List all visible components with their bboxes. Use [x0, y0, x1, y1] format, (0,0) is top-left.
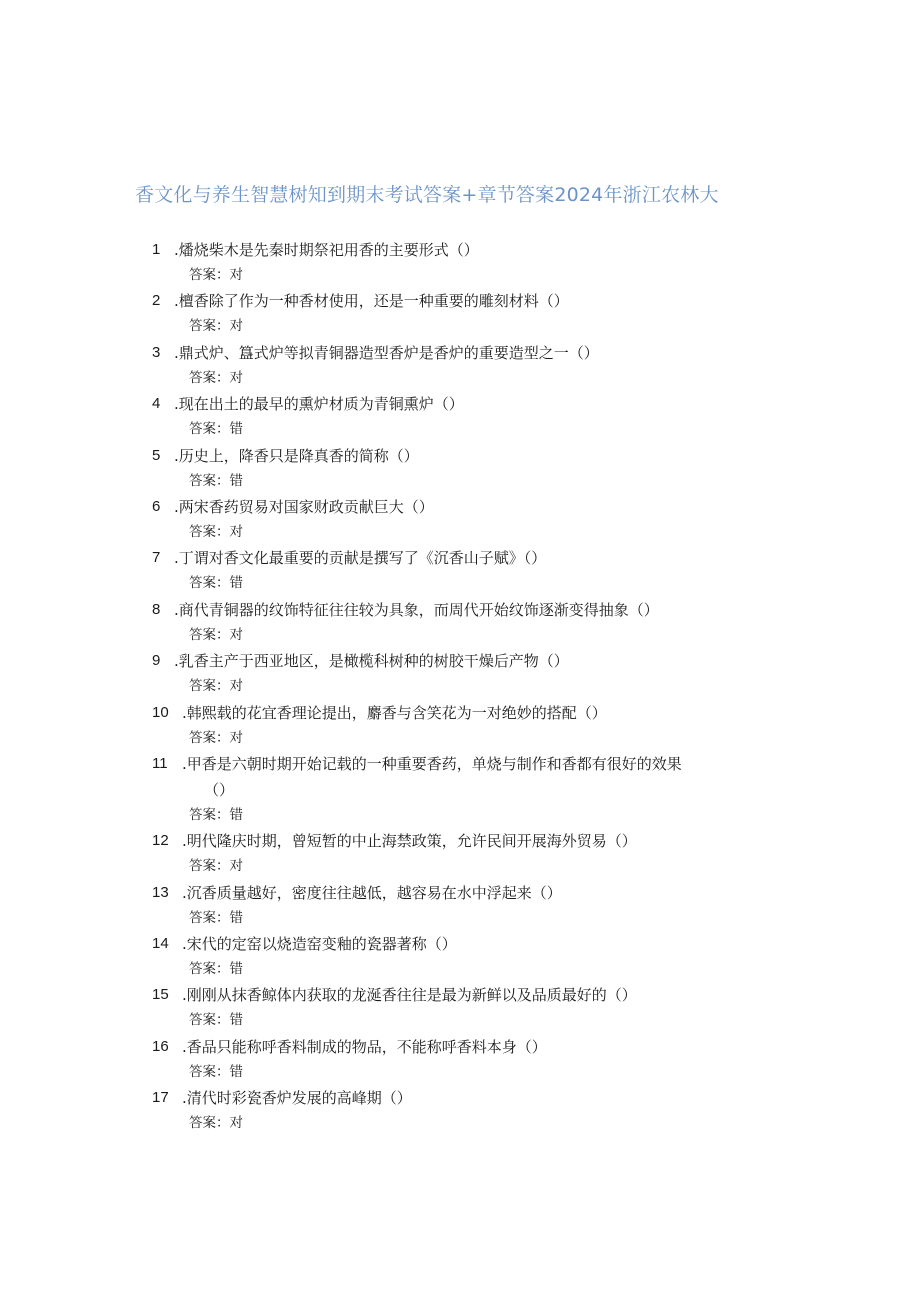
- question-line: [0, 880, 920, 906]
- question-line: [0, 494, 920, 520]
- question-text-continued: （）: [204, 780, 235, 799]
- question-number: 10: [152, 703, 169, 721]
- question-text: .乳香主产于西亚地区，是橄榄科树种的树胶干燥后产物（）: [174, 652, 569, 671]
- answer-text: 答案：对: [189, 267, 243, 283]
- question-item: [0, 931, 920, 982]
- answer-text: 答案：错: [189, 1012, 243, 1029]
- question-item: [0, 828, 920, 879]
- question-item: [0, 751, 920, 828]
- answer-text: 答案：对: [189, 318, 243, 335]
- question-text: .韩熙载的花宜香理论提出，麝香与含笑花为一对绝妙的搭配（）: [182, 703, 607, 722]
- question-number: 2: [152, 292, 161, 310]
- question-item: [0, 237, 920, 288]
- answer-text: 答案：对: [189, 626, 243, 643]
- question-number: 6: [152, 497, 161, 515]
- question-line: [0, 545, 920, 571]
- question-text: .鼎式炉、簋式炉等拟青铜器造型香炉是香炉的重要造型之一（）: [174, 343, 599, 362]
- question-number: 3: [152, 343, 161, 361]
- question-line: [0, 700, 920, 726]
- question-line: [0, 443, 920, 469]
- question-text: .檀香除了作为一种香材使用，还是一种重要的雕刻材料（）: [174, 292, 569, 311]
- question-item: [0, 700, 920, 751]
- question-item: [0, 443, 920, 494]
- answer-text: 答案：对: [189, 678, 243, 695]
- question-line: [0, 597, 920, 623]
- answer-text: 答案：对: [189, 523, 243, 540]
- question-line: [0, 751, 920, 777]
- question-text: .历史上，降香只是降真香的简称（）: [174, 446, 419, 465]
- question-line: [0, 1034, 920, 1060]
- question-line: [0, 828, 920, 854]
- question-text: .丁谓对香文化最重要的贡献是撰写了《沉香山子赋》（）: [174, 549, 547, 568]
- question-item: [0, 494, 920, 545]
- document-title: 香文化与养生智慧树知到期末考试答案+章节答案2024年浙江农林大: [135, 184, 719, 206]
- question-line: [0, 391, 920, 417]
- question-item: [0, 880, 920, 931]
- question-item: [0, 288, 920, 339]
- question-number: 12: [152, 832, 169, 850]
- answer-text: 答案：错: [189, 1063, 243, 1080]
- question-number: 13: [152, 883, 169, 901]
- answer-text: 答案：错: [189, 472, 243, 489]
- answer-text: 答案：错: [189, 421, 243, 438]
- question-text: .现在出土的最早的熏炉材质为青铜熏炉（）: [174, 395, 464, 414]
- question-number: 11: [152, 754, 168, 772]
- question-number: 4: [152, 395, 161, 413]
- question-line: [0, 982, 920, 1008]
- question-number: 14: [152, 935, 169, 953]
- answer-text: 答案：对: [189, 369, 243, 386]
- question-number: 15: [152, 986, 169, 1004]
- question-line: [0, 931, 920, 957]
- question-text: .刚刚从抹香鲸体内获取的龙涎香往往是最为新鲜以及品质最好的（）: [182, 986, 637, 1005]
- question-line: [0, 1085, 920, 1111]
- answer-text: 答案：错: [189, 575, 243, 592]
- question-text: .沉香质量越好，密度往往越低，越容易在水中浮起来（）: [182, 883, 562, 902]
- question-text: .香品只能称呼香料制成的物品，不能称呼香料本身（）: [182, 1037, 547, 1056]
- question-list: [0, 237, 920, 1137]
- answer-text: 答案：错: [189, 806, 243, 823]
- question-text: .燔烧柴木是先秦时期祭祀用香的主要形式（）: [174, 241, 479, 259]
- question-item: [0, 391, 920, 442]
- question-item: [0, 982, 920, 1033]
- question-number: 7: [152, 549, 161, 567]
- question-text: .甲香是六朝时期开始记载的一种重要香药，单烧与制作和香都有很好的效果: [182, 754, 682, 773]
- question-line: [0, 340, 920, 366]
- question-text: .明代隆庆时期，曾短暂的中止海禁政策，允许民间开展海外贸易（）: [182, 832, 637, 851]
- answer-text: 答案：对: [189, 729, 243, 746]
- question-text: .清代时彩瓷香炉发展的高峰期（）: [182, 1089, 412, 1108]
- question-number: 5: [152, 446, 161, 464]
- question-number: 1: [152, 241, 161, 258]
- question-text: .宋代的定窑以烧造窑变釉的瓷器著称（）: [182, 935, 457, 954]
- question-item: [0, 545, 920, 596]
- question-number: 16: [152, 1037, 169, 1055]
- question-item: [0, 1085, 920, 1136]
- question-item: [0, 648, 920, 699]
- question-line: [0, 288, 920, 314]
- question-number: 8: [152, 600, 161, 618]
- question-line: [0, 648, 920, 674]
- question-line: [0, 237, 920, 263]
- question-text: .商代青铜器的纹饰特征往往较为具象，而周代开始纹饰逐渐变得抽象（）: [174, 600, 659, 619]
- question-item: [0, 597, 920, 648]
- answer-text: 答案：对: [189, 1115, 243, 1132]
- answer-text: 答案：错: [189, 961, 243, 978]
- answer-text: 答案：对: [189, 858, 243, 875]
- question-item: [0, 340, 920, 391]
- question-item: [0, 1034, 920, 1085]
- question-number: 17: [152, 1089, 169, 1107]
- answer-text: 答案：错: [189, 909, 243, 926]
- question-number: 9: [152, 652, 161, 670]
- question-text: .两宋香药贸易对国家财政贡献巨大（）: [174, 497, 434, 516]
